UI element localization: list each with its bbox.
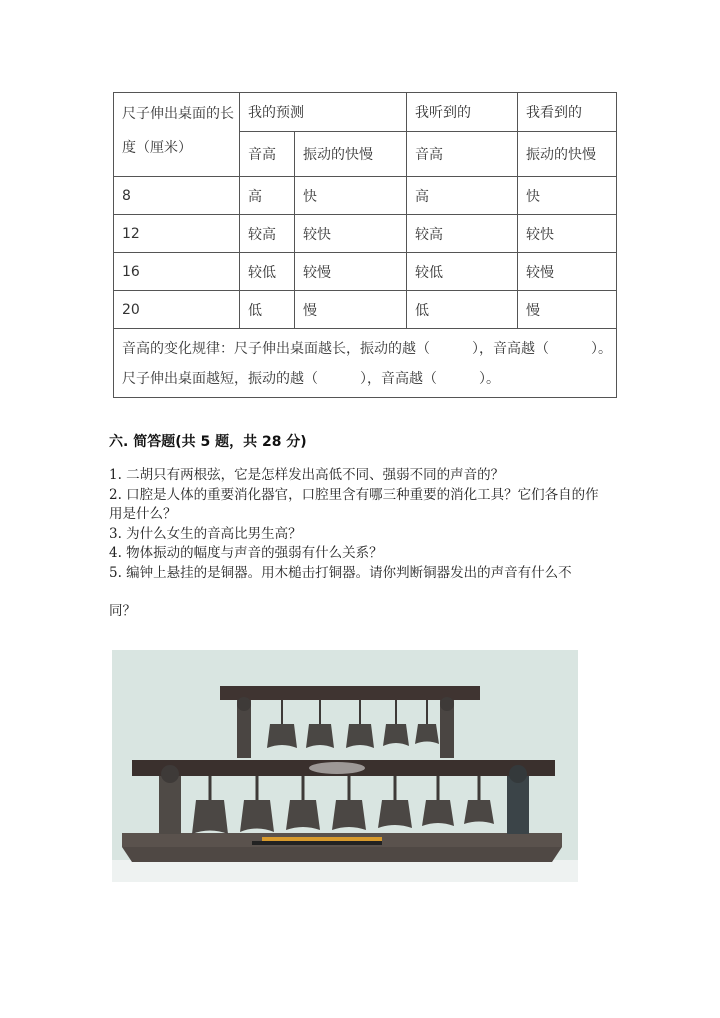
summary-cell xyxy=(114,329,617,398)
question-5-continued: 同？ xyxy=(109,603,136,619)
cell-pred-speed: 慢 xyxy=(295,291,407,329)
cell-pred-pitch: 低 xyxy=(240,291,295,329)
question-list xyxy=(109,466,609,622)
subheader-heard-pitch: 音高 xyxy=(407,132,518,177)
cell-seen-speed: 较快 xyxy=(518,215,617,253)
cell-seen-speed: 较慢 xyxy=(518,253,617,291)
cell-pred-speed: 较慢 xyxy=(295,253,407,291)
bianzhong-illustration xyxy=(112,650,578,882)
cell-seen-speed: 慢 xyxy=(518,291,617,329)
question-1: 1. 二胡只有两根弦，它是怎样发出高低不同、强弱不同的声音的？ xyxy=(109,467,505,483)
header-heard: 我听到的 xyxy=(407,93,518,132)
summary-line-2: 尺子伸出桌面越短，振动的越（ ），音高越（ ）。 xyxy=(122,371,500,387)
table-row xyxy=(114,291,617,329)
cell-heard-pitch: 较低 xyxy=(407,253,518,291)
cell-pred-pitch: 较低 xyxy=(240,253,295,291)
cell-length: 12 xyxy=(114,215,240,253)
subheader-seen-speed: 振动的快慢 xyxy=(518,132,617,177)
cell-length: 16 xyxy=(114,253,240,291)
table-row xyxy=(114,253,617,291)
cell-pred-pitch: 高 xyxy=(240,177,295,215)
section-title: 六. 简答题(共 5 题，共 28 分) xyxy=(109,434,307,450)
cell-length: 8 xyxy=(114,177,240,215)
table-row xyxy=(114,215,617,253)
question-4: 4. 物体振动的幅度与声音的强弱有什么关系？ xyxy=(109,545,383,561)
cell-heard-pitch: 较高 xyxy=(407,215,518,253)
cell-pred-pitch: 较高 xyxy=(240,215,295,253)
header-prediction: 我的预测 xyxy=(240,93,407,132)
cell-heard-pitch: 低 xyxy=(407,291,518,329)
header-length: 尺子伸出桌面的长度（厘米） xyxy=(114,93,240,177)
cell-heard-pitch: 高 xyxy=(407,177,518,215)
chime-bells-photo xyxy=(112,650,578,882)
cell-seen-speed: 快 xyxy=(518,177,617,215)
cell-pred-speed: 快 xyxy=(295,177,407,215)
cell-length: 20 xyxy=(114,291,240,329)
table-row xyxy=(114,177,617,215)
experiment-table xyxy=(113,92,617,398)
header-seen: 我看到的 xyxy=(518,93,617,132)
subheader-pred-pitch: 音高 xyxy=(240,132,295,177)
question-2: 2. 口腔是人体的重要消化器官，口腔里含有哪三种重要的消化工具？它们各自的作用是什么？ xyxy=(109,486,599,522)
cell-pred-speed: 较快 xyxy=(295,215,407,253)
question-3: 3. 为什么女生的音高比男生高？ xyxy=(109,525,302,542)
summary-line-1: 音高的变化规律：尺子伸出桌面越长，振动的越（ ），音高越（ ）。 xyxy=(122,341,612,357)
subheader-pred-speed: 振动的快慢 xyxy=(295,132,407,177)
question-5: 5. 编钟上悬挂的是铜器。用木槌击打铜器。请你判断铜器发出的声音有什么不 xyxy=(109,564,572,581)
